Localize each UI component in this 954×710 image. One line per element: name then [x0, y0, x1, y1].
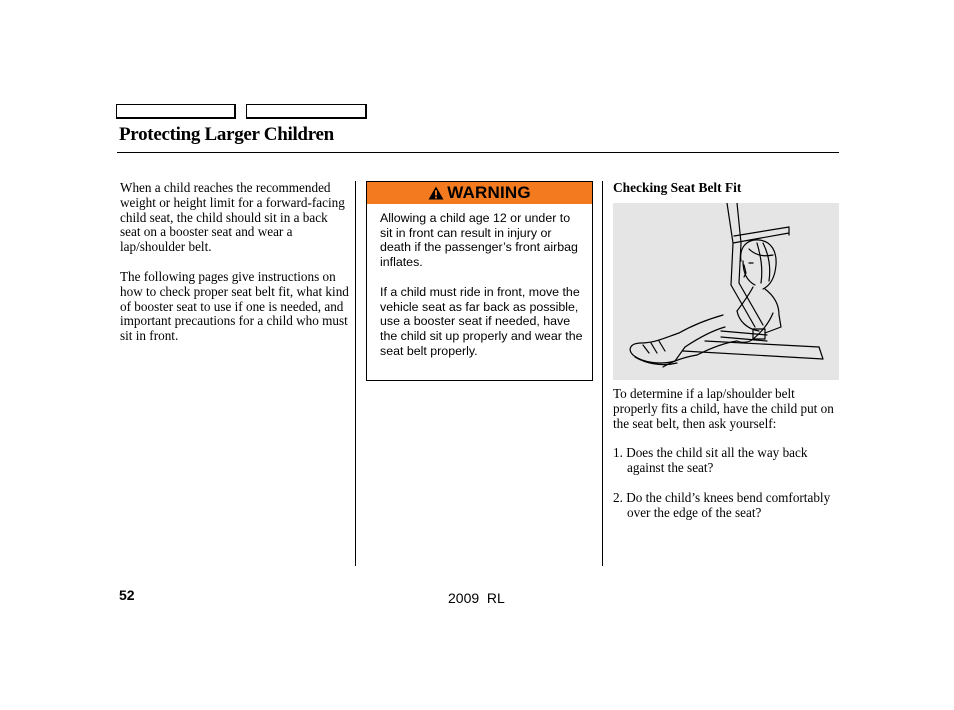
warning-label: WARNING	[447, 183, 531, 202]
child-seat-belt-illustration	[613, 203, 839, 380]
nav-tab-box-2[interactable]	[246, 104, 367, 119]
warning-paragraph-2: If a child must ride in front, move the vehicle seat as far back as possible, use a booster seat if needed, have the child sit up properly and wear the seat belt properly.	[380, 284, 583, 358]
page-number: 52	[119, 587, 135, 603]
warning-body	[367, 204, 592, 358]
right-intro: To determine if a lap/shoulder belt properly fits a child, have the child put on the seat belt, then ask yourself:	[613, 386, 834, 431]
warning-paragraph-1: Allowing a child age 12 or under to sit in front can result in injury or death if the passenger’s front airbag inflates.	[380, 211, 578, 270]
left-paragraph-2: The following pages give instructions on how to check proper seat belt fit, what kind of booster seat to use if one is needed, and important precautions for a child who must sit in front.	[120, 268, 349, 344]
section-heading: Checking Seat Belt Fit	[613, 180, 742, 195]
column-divider-left	[355, 181, 356, 566]
child-seat-belt-drawing	[613, 203, 839, 380]
left-column	[120, 181, 350, 344]
question-1: 1. Does the child sit all the way back against the seat?	[613, 445, 808, 476]
left-paragraph-1: When a child reaches the recommended weight or height limit for a forward-facing child seat, the child should sit in a back seat on a booster seat and wear a lap/shoulder belt.	[120, 180, 345, 255]
question-2: 2. Do the child’s knees bend comfortably over the edge of the seat?	[613, 489, 831, 520]
warning-box	[366, 181, 593, 381]
right-column	[613, 387, 841, 521]
nav-tab-box-1[interactable]	[116, 104, 236, 119]
warning-header	[367, 182, 592, 204]
column-divider-right	[602, 181, 603, 566]
warning-triangle-icon	[428, 186, 444, 200]
footer-model: 2009 RL	[448, 590, 505, 606]
page-title: Protecting Larger Children	[119, 124, 334, 145]
title-divider	[117, 152, 839, 153]
